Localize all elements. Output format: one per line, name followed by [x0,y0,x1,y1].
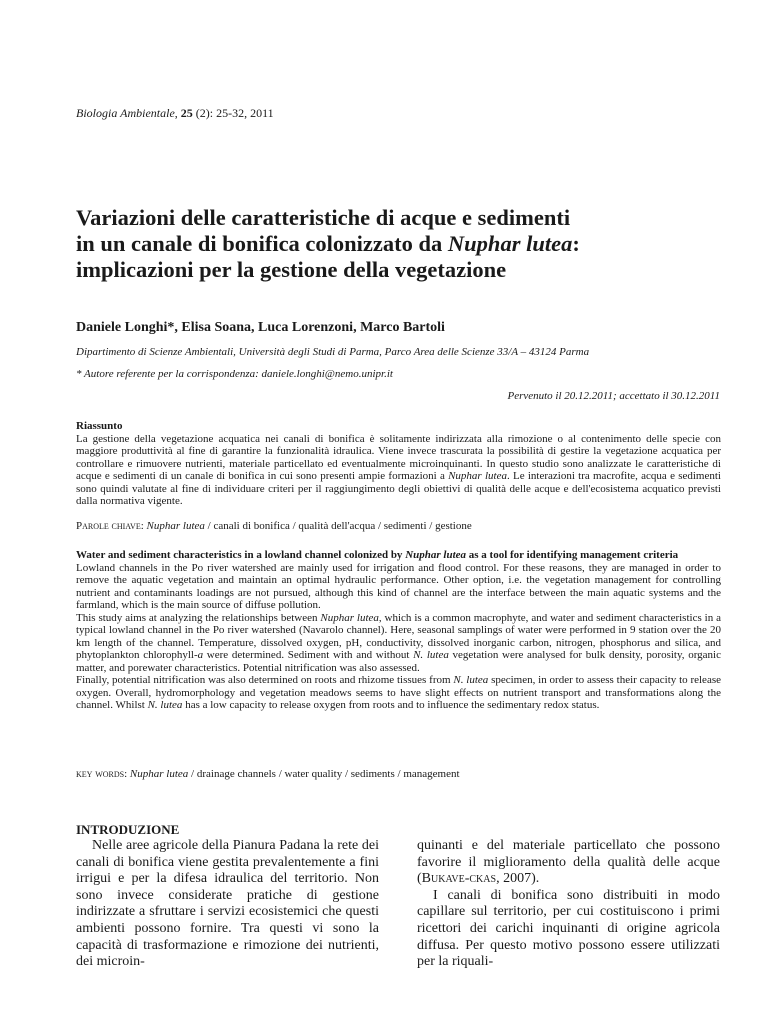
citation-author: Bukave-ckas [421,871,497,887]
english-paragraph-1: Lowland channels in the Po river watershed are mainly used for irrigation and flood control. For these reasons, they are managed in order to remove the aquatic vegetation and maintain an optimal hydraulic performance. Other option, i.e. the vegetation management for controlling nutrient and contaminants loadings are not pursued, although this kind of channel are the interface between the main aquatic systems and the farmland, which is the main source of diffuse pollution. [76,561,721,611]
keywords-en-colon: : [124,768,130,780]
journal-reference [76,106,274,121]
species-name: Nuphar lutea [320,611,379,624]
keywords-english [76,768,721,781]
text-part: , 2007). [496,871,540,887]
intro-heading: INTRODUZIONE [76,822,180,837]
text-part: specimen, in order to assess their capacity to release oxygen. Overall, hydromorphology and vegetation meadows seems to have slight effects on nutrient transport and transformations along the channel. Whilst [76,674,721,711]
keywords-en-species: Nuphar lutea [129,768,189,780]
intro-left-paragraph: Nelle aree agricole della Pianura Padana la rete dei canali di bonifica viene gestita prevalentemente a fini irrigui e per la difesa idraulica del territorio. Non sono invece considerate pratiche di gestione indirizzate a sfruttare i servizi ecosistemici che questi ambienti possono fornire. Tra questi vi sono la capacità di trasformazione e rimozione dei nutrienti, dei microin- [76,838,379,970]
english-abstract [76,549,721,712]
intro-left-column [76,822,379,971]
keywords-it-rest: / canali di bonifica / qualità dell'acqua / sedimenti / gestione [204,520,472,532]
english-paragraph-2 [76,612,721,675]
text-part: This study aims at analyzing the relationships between [76,611,321,624]
species-name: N. lutea [147,699,183,711]
journal-name: Biologia Ambientale [76,106,175,120]
text-part: were determined. Sediment with and without [203,649,414,661]
text-part: quinanti e del materiale particellato che possono favorire il miglioramento della qualità delle acque ( [417,838,720,887]
riassunto-section [76,420,721,508]
keywords-it-label: Parole chiave [76,520,141,532]
intro-right-paragraph-2: I canali di bonifica sono distribuiti in modo capillare sul territorio, per cui costituiscono i primi ricettori dei carichi inquinanti di origine agricola diffusa. Per questo motivo possono essere utilizzati per la riquali- [417,887,720,970]
intro-right-column [417,838,720,971]
keywords-en-label: key words [76,768,125,780]
riassunto-heading: Riassunto [76,420,123,432]
riassunto-text-part: La gestione della vegetazione acquatica nei canali di bonifica è solitamente indirizzata alla rimozione o al contenimento delle specie con maggiore produttività al fine di garantire la funzionalità idraulica. Viene invece trascurata la possibilità di gestire la vegetazione acquatica per controllare e rimuovere nutrienti, materiale particellato ed eventualmente microinquinanti. In questo studio sono analizzate le caratteristiche di acque e sedimenti di un canale di bonifica in cui sono presenti ampie formazioni a [76,432,721,482]
english-title [76,549,721,562]
riassunto-text-part: . Le interazioni tra macrofite, acqua e sedimenti sono quindi valutate al fine di individuare criteri per il raggiungimento degli obiettivi di qualità delle acque e dell'ecosistema acquatico previsti dalla normativa vigente. [76,470,721,507]
journal-volume: 25 [180,106,193,120]
title-species: Nuphar lutea [447,231,573,256]
riassunto-text [76,433,721,508]
english-title-part: as a tool for identifying management criteria [466,549,679,561]
species-name: N. lutea [413,649,449,661]
keywords-en-rest: / drainage channels / water quality / sediments / management [188,768,460,780]
english-title-species: Nuphar lutea [405,549,467,561]
english-title-part: Water and sediment characteristics in a lowland channel colonized by [76,549,406,561]
species-name: N. lutea [453,674,489,686]
text-part: Finally, potential nitrification was also determined on roots and rhizome tissues from [76,674,454,686]
journal-sep: , [174,106,181,120]
title-line-2-pre: in un canale di bonifica colonizzato da [76,231,448,256]
author-list: Daniele Longhi*, Elisa Soana, Luca Lorenzoni, Marco Bartoli [76,320,445,335]
affiliation: Dipartimento di Scienze Ambientali, Università degli Studi di Parma, Parco Area delle Scienze 33/A – 43124 Parma [76,346,590,358]
title-line-3: implicazioni per la gestione della vegetazione [76,257,507,282]
corresponding-author: * Autore referente per la corrispondenza: daniele.longhi@nemo.unipr.it [76,368,393,380]
chlorophyll-a-italic: a [197,649,204,661]
keywords-italian [76,520,721,533]
text-part: has a low capacity to release oxygen from roots and to influence the sedimentary redox status. [182,699,600,711]
text-part: vegetation were analysed for bulk density, porosity, organic matter, and porewater characteristics. Potential nitrification was also assessed. [76,649,721,674]
title-line-1: Variazioni delle caratteristiche di acque e sedimenti [76,205,571,230]
journal-issue-pages: (2): 25-32, 2011 [192,106,274,120]
keywords-it-species: Nuphar lutea [146,520,205,532]
article-title [76,205,716,283]
title-line-2-post: : [572,231,580,256]
text-part: , which is a common macrophyte, and water and sediment characteristics in a typical lowland channel in the Po river watershed (Navarolo channel). Here, seasonal samplings of water were performed in 9 station over the 20 km length of the channel. Temperature, dissolved oxygen, pH, conductivity, dissolved inorganic carbon, nitrogen, phosphorus and silica, and phytoplankton chlorophyll- [76,611,721,661]
intro-right-paragraph-1 [417,838,720,888]
riassunto-species: Nuphar lutea [448,470,507,482]
received-accepted-dates: Pervenuto il 20.12.2011; accettato il 30.12.2011 [507,390,720,402]
english-paragraph-3 [76,674,721,712]
keywords-it-colon: : [140,520,147,532]
